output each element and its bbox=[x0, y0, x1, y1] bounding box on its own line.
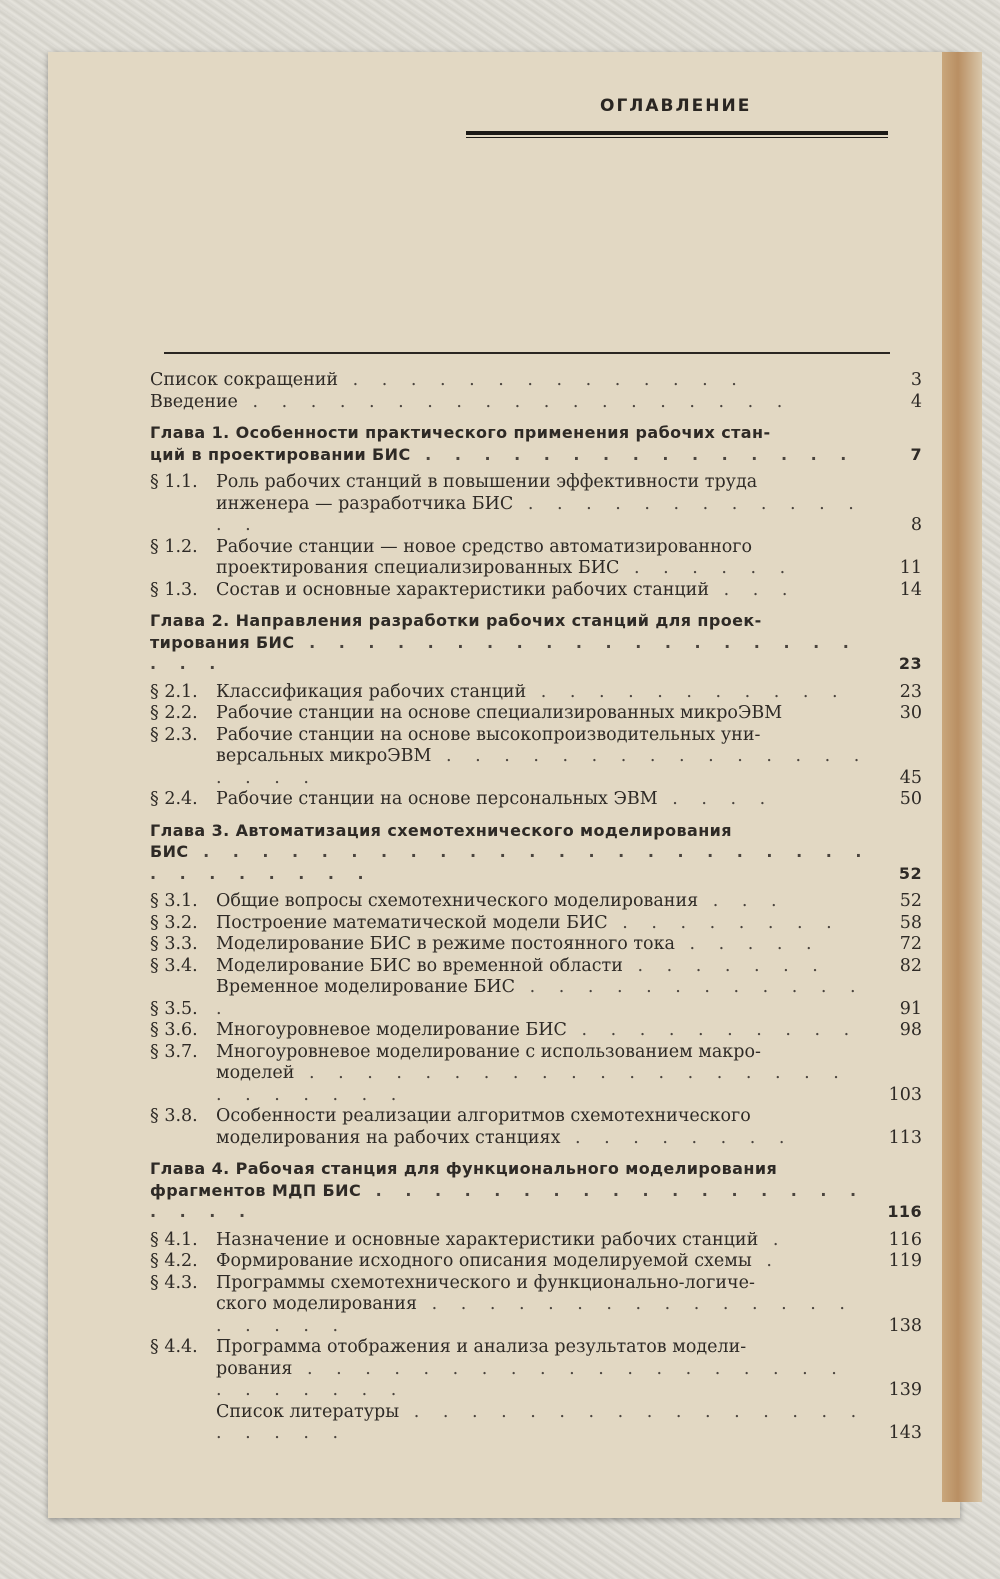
heading-rule-thick bbox=[466, 131, 888, 135]
entry-title: Моделирование БИС во временной области . . . . . . . bbox=[216, 955, 827, 976]
toc-entry bbox=[150, 891, 922, 913]
entry-title: Общие вопросы схемотехнического моделирования . . . bbox=[216, 891, 786, 911]
leader-dots: . . . . . . . . . . bbox=[566, 1020, 859, 1040]
toc-entry bbox=[150, 1402, 922, 1445]
toc-entry bbox=[150, 537, 922, 580]
page-number: 98 bbox=[899, 1020, 922, 1040]
toc-chapter-entry bbox=[150, 610, 922, 675]
entry-title: Назначение и основные характеристики рабочих станций . bbox=[216, 1229, 788, 1250]
toc-chapter-entry bbox=[150, 422, 922, 465]
page-number: 4 bbox=[910, 391, 922, 412]
section-number: § 2.2. bbox=[150, 703, 198, 723]
toc-entry bbox=[150, 1106, 922, 1149]
section-number: § 4.2. bbox=[150, 1251, 198, 1271]
heading-rule-thin bbox=[466, 137, 888, 138]
toc-heading: ОГЛАВЛЕНИЕ bbox=[600, 96, 752, 116]
page-number: 50 bbox=[899, 789, 922, 809]
leader-dots: . . . . . . . . . . . . . bbox=[216, 977, 865, 1019]
leader-dots: . . . bbox=[709, 579, 797, 600]
leader-dots: . . . . . . . . . . . . . . bbox=[216, 493, 863, 535]
leader-dots: . bbox=[758, 1229, 788, 1250]
entry-title: Глава 4. Рабочая станция для функционального моделирования bbox=[150, 1159, 778, 1178]
section-number: § 3.2. bbox=[150, 912, 198, 933]
entry-title: Построение математической модели БИС . . . . . . . . bbox=[216, 912, 841, 933]
section-number: § 3.3. bbox=[150, 934, 198, 954]
toc-entry bbox=[150, 1230, 922, 1252]
toc-entry bbox=[150, 977, 922, 1020]
leader-dots: . . . bbox=[698, 891, 786, 911]
entry-title: Рабочие станции на основе специализированных микроЭВМ bbox=[216, 703, 783, 723]
entry-title: Многоуровневое моделирование с использованием макро- bbox=[216, 1041, 761, 1062]
section-number: § 1.1. bbox=[150, 472, 198, 492]
section-number: § 2.4. bbox=[150, 789, 198, 809]
toc-entry bbox=[150, 1273, 922, 1338]
toc-entry bbox=[150, 703, 922, 725]
section-number: § 4.4. bbox=[150, 1337, 198, 1357]
leader-dots: . . . . . . . . . . . . . . . . . . . . . . . . . . bbox=[216, 1063, 848, 1105]
entry-title: Моделирование БИС в режиме постоянного тока . . . . . bbox=[216, 934, 821, 954]
entry-title: Особенности реализации алгоритмов схемотехнического bbox=[216, 1106, 751, 1126]
page-number: 91 bbox=[899, 998, 922, 1019]
entry-title: Глава 3. Автоматизация схемотехнического моделирования bbox=[150, 820, 732, 840]
page-number: 3 bbox=[910, 370, 922, 390]
entry-title: Рабочие станции на основе персональных ЭВМ . . . . bbox=[216, 789, 775, 809]
toc-entry bbox=[150, 392, 922, 414]
leader-dots: . . . . . . bbox=[619, 558, 795, 578]
leader-dots: . . . . . . . . . . . . . . . . . . . . bbox=[216, 1294, 854, 1336]
toc-top-rule bbox=[164, 352, 890, 354]
leader-dots: . . . . . . . . . . . . . . . . . . . . . bbox=[216, 1401, 866, 1443]
entry-title: Список литературы . . . . . . . . . . . . . . . . . . . . . bbox=[216, 1401, 866, 1443]
leader-dots: . . . . . . . . bbox=[560, 1127, 794, 1148]
leader-dots: . . . . . . . . . . . bbox=[526, 681, 847, 702]
entry-title: Состав и основные характеристики рабочих станций . . . bbox=[216, 579, 797, 600]
leader-dots: . . . . . bbox=[674, 934, 821, 954]
page-edge bbox=[942, 52, 982, 1502]
leader-dots: . . . . . . . . . . . . . . . bbox=[410, 444, 856, 464]
section-number: § 1.3. bbox=[150, 579, 198, 600]
section-number: § 3.1. bbox=[150, 891, 198, 911]
toc-entry bbox=[150, 789, 922, 811]
entry-title: инженера — разработчика БИС . . . . . . . . . . . . . . bbox=[216, 493, 863, 535]
entry-title: тирования БИС . . . . . . . . . . . . . . . . . . . . . . bbox=[150, 632, 858, 673]
page-number: 139 bbox=[888, 1380, 922, 1400]
entry-title: Многоуровневое моделирование БИС . . . . . . . . . . bbox=[216, 1020, 859, 1040]
page-number: 8 bbox=[910, 515, 922, 535]
entry-title: Список сокращений . . . . . . . . . . . . . . bbox=[150, 370, 746, 390]
entry-title: Программа отображения и анализа результатов модели- bbox=[216, 1337, 747, 1357]
page-number: 14 bbox=[899, 579, 922, 600]
entry-title: Классификация рабочих станций . . . . . . . . . . . bbox=[216, 681, 847, 702]
toc-entry bbox=[150, 1042, 922, 1107]
entry-title: Программы схемотехнического и функционально-логиче- bbox=[216, 1272, 755, 1293]
entry-title: фрагментов МДП БИС . . . . . . . . . . . . . . . . . . . . . bbox=[150, 1180, 866, 1221]
page-number: 23 bbox=[898, 654, 922, 673]
entry-title: версальных микроЭВМ . . . . . . . . . . . . . . . . . . . bbox=[216, 746, 869, 788]
toc-chapter-entry bbox=[150, 820, 922, 885]
toc-chapter-entry bbox=[150, 1158, 922, 1223]
toc-entry bbox=[150, 725, 922, 790]
toc-entry bbox=[150, 682, 922, 704]
page-number: 7 bbox=[910, 444, 922, 464]
toc-entry bbox=[150, 913, 922, 935]
section-number: § 2.3. bbox=[150, 724, 198, 745]
page-number: 116 bbox=[887, 1202, 922, 1221]
leader-dots: . . . . . . . . . . . . . . . . . . . . . . . . . . . . . . . bbox=[150, 842, 871, 883]
section-number: § 3.8. bbox=[150, 1106, 198, 1126]
page-number: 119 bbox=[888, 1251, 922, 1271]
leader-dots: . . . . . . . . bbox=[607, 912, 841, 933]
leader-dots: . . . . . . . bbox=[622, 955, 827, 976]
section-number: § 1.2. bbox=[150, 536, 198, 557]
entry-title: Временное моделирование БИС . . . . . . . . . . . . . bbox=[216, 977, 865, 1019]
page-number: 11 bbox=[899, 558, 922, 578]
page-number: 58 bbox=[899, 912, 922, 933]
entry-title: Роль рабочих станций в повышении эффективности труда bbox=[216, 472, 758, 492]
toc-entry bbox=[150, 580, 922, 602]
page-number: 30 bbox=[899, 703, 922, 723]
leader-dots: . . . . . . . . . . . . . . . . . . . . . bbox=[150, 1180, 866, 1221]
leader-dots: . bbox=[751, 1251, 781, 1271]
entry-title: Глава 2. Направления разработки рабочих станций для проек- bbox=[150, 611, 762, 630]
page-number: 138 bbox=[888, 1315, 922, 1336]
toc-entry bbox=[150, 956, 922, 978]
entry-title: ского моделирования . . . . . . . . . . . . . . . . . . . . bbox=[216, 1294, 854, 1336]
leader-dots: . . . . . . . . . . . . . . . . . . . . . . bbox=[150, 632, 858, 673]
entry-title: Формирование исходного описания моделируемой схемы . bbox=[216, 1251, 781, 1271]
entry-title: БИС . . . . . . . . . . . . . . . . . . . . . . . . . . . . . . . bbox=[150, 842, 871, 883]
page-number: 116 bbox=[888, 1229, 922, 1250]
entry-title: моделей . . . . . . . . . . . . . . . . . . . . . . . . . . bbox=[216, 1063, 848, 1105]
section-number: § 4.3. bbox=[150, 1272, 198, 1293]
entry-title: рования . . . . . . . . . . . . . . . . . . . . . . . . . . bbox=[216, 1358, 846, 1400]
section-number: § 3.4. bbox=[150, 955, 198, 976]
entry-title: ций в проектировании БИС . . . . . . . . . . . . . . . bbox=[150, 444, 856, 464]
table-of-contents bbox=[150, 370, 922, 1445]
entry-title: проектирования специализированных БИС . . . . . . bbox=[216, 558, 795, 578]
toc-entry bbox=[150, 472, 922, 537]
page-number: 45 bbox=[899, 767, 922, 788]
section-number: § 3.6. bbox=[150, 1020, 198, 1040]
section-number: § 3.7. bbox=[150, 1041, 198, 1062]
entry-title: Рабочие станции — новое средство автоматизированного bbox=[216, 536, 752, 557]
section-number: § 2.1. bbox=[150, 681, 198, 702]
section-number: § 3.5. bbox=[150, 998, 198, 1019]
page-number: 143 bbox=[888, 1423, 922, 1443]
entry-title: Глава 1. Особенности практического применения рабочих стан- bbox=[150, 423, 771, 442]
page-number: 82 bbox=[899, 955, 922, 976]
leader-dots: . . . . . . . . . . . . . . . . . . . . . . . . . . bbox=[216, 1358, 846, 1400]
leader-dots: . . . . . . . . . . . . . . . . . . . bbox=[216, 746, 869, 788]
page-number: 72 bbox=[899, 934, 922, 954]
entry-title: Рабочие станции на основе высокопроизводительных уни- bbox=[216, 724, 761, 745]
toc-entry bbox=[150, 934, 922, 956]
toc-entry bbox=[150, 1337, 922, 1402]
leader-dots: . . . . . . . . . . . . . . bbox=[338, 370, 746, 390]
page-number: 23 bbox=[899, 681, 922, 702]
entry-title: моделирования на рабочих станциях . . . . . . . . bbox=[216, 1127, 794, 1148]
page-number: 52 bbox=[898, 863, 922, 883]
entry-title: Введение . . . . . . . . . . . . . . . . . . . bbox=[150, 391, 792, 412]
toc-entry bbox=[150, 370, 922, 392]
page-number: 113 bbox=[888, 1127, 922, 1148]
toc-entry bbox=[150, 1020, 922, 1042]
page-number: 103 bbox=[888, 1084, 922, 1105]
section-number: § 4.1. bbox=[150, 1229, 198, 1250]
leader-dots: . . . . . . . . . . . . . . . . . . . bbox=[237, 391, 792, 412]
toc-entry bbox=[150, 1251, 922, 1273]
page-number: 52 bbox=[899, 891, 922, 911]
leader-dots: . . . . bbox=[657, 789, 775, 809]
